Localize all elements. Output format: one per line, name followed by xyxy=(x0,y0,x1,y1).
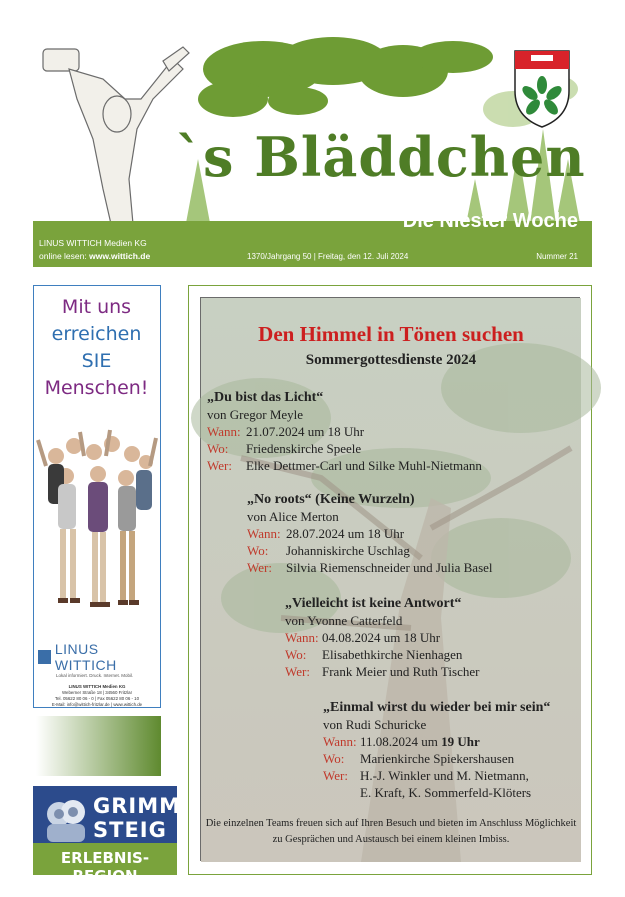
event-4-artist: von Rudi Schuricke xyxy=(323,717,427,732)
when-label: Wann: xyxy=(247,526,281,541)
event-4-when-value: 11.08.2024 um xyxy=(360,734,438,749)
event-4-title: „Einmal wirst du wieder bei mir sein“ xyxy=(323,700,551,715)
event-4-who xyxy=(323,768,529,784)
event-1-artist: von Gregor Meyle xyxy=(207,407,304,422)
event-1-who-value: Elke Dettmer-Carl und Silke Muhl-Nietmann xyxy=(246,458,482,473)
who-label: Wer: xyxy=(207,458,232,473)
poster-footer: Die einzelnen Teams freuen sich auf Ihren Besuch und bieten im Anschluss Möglichkeit zu Gesprächen und Austausch bei einem kleinen Imbiss. xyxy=(205,818,577,845)
where-label: Wo: xyxy=(323,751,345,766)
event-4-where xyxy=(323,751,514,767)
online-label: online lesen: xyxy=(39,251,87,261)
who-label: Wer: xyxy=(247,560,272,575)
event-1-title: „Du bist das Licht“ xyxy=(207,390,324,405)
when-label: Wann: xyxy=(323,734,357,749)
slogan-line-4: Menschen! xyxy=(44,377,149,399)
event-2-when-value: 28.07.2024 um 18 Uhr xyxy=(286,526,405,541)
event-3-artist: von Yvonne Catterfeld xyxy=(285,613,403,628)
event-2-who-value: Silvia Riemenschneider und Julia Basel xyxy=(286,560,493,575)
event-2-artist: von Alice Merton xyxy=(247,509,339,524)
event-3-where-value: Elisabethkirche Nienhagen xyxy=(322,647,463,662)
issue-info: 1370/Jahrgang 50 | Freitag, den 12. Juli 2024 xyxy=(247,252,409,261)
event-2-where xyxy=(247,543,410,559)
ad-phone: Tel. 05622 80 06 - 0 | Fax 05622 80 06 - 10 xyxy=(54,696,140,701)
event-2-who xyxy=(247,560,493,576)
ad-slogan xyxy=(34,294,159,402)
ad-company: LINUS WITTICH Medien KG xyxy=(68,684,126,689)
ad-email: E-Mail: info@wittich-fritzlar.de | www.wittich.de xyxy=(51,702,143,707)
who-label: Wer: xyxy=(323,768,348,783)
wittich-logo-icon xyxy=(38,650,51,664)
event-3-who xyxy=(285,664,479,680)
logo-tagline: Lokal informiert. Druck. Internet. Mobil. xyxy=(56,673,134,678)
grimmsteig-line-2: STEIG xyxy=(93,818,167,842)
coat-of-arms-icon xyxy=(515,51,569,127)
where-label: Wo: xyxy=(247,543,269,558)
issue-number: Nummer 21 xyxy=(536,252,578,261)
where-label: Wo: xyxy=(207,441,229,456)
event-4-where-value: Marienkirche Spiekershausen xyxy=(360,751,515,766)
people-group-image xyxy=(36,426,158,616)
green-gradient-panel xyxy=(36,716,161,776)
grimmsteig-line-1: GRIMM xyxy=(93,794,182,818)
when-label: Wann: xyxy=(285,630,319,645)
event-4-who-continued: E. Kraft, K. Sommerfeld-Klöters xyxy=(360,785,532,800)
grimmsteig-logo[interactable] xyxy=(33,786,182,885)
event-3-where xyxy=(285,647,462,663)
event-3-when-value: 04.08.2024 um 18 Uhr xyxy=(322,630,441,645)
ad-address: Weberner Straße 18 | 34560 Fritzlar xyxy=(61,690,133,695)
slogan-line-1: Mit uns xyxy=(61,296,132,318)
brothers-grimm-portrait-icon xyxy=(41,794,91,842)
who-label: Wer: xyxy=(285,664,310,679)
logo-name: LINUS WITTICH xyxy=(54,641,117,673)
wittich-ad[interactable] xyxy=(33,285,161,708)
event-1-when xyxy=(207,424,364,440)
online-read-line xyxy=(39,251,150,261)
where-label: Wo: xyxy=(285,647,307,662)
when-label: Wann: xyxy=(207,424,241,439)
event-2-where-value: Johanniskirche Uschlag xyxy=(286,543,410,558)
grimmsteig-line-3: ERLEBNIS-REGION xyxy=(60,849,150,885)
event-2-when xyxy=(247,526,404,542)
event-4-when-time: 19 Uhr xyxy=(441,734,480,749)
newspaper-title: `s Bläddchen xyxy=(175,125,586,189)
event-1-who xyxy=(207,458,482,474)
event-poster xyxy=(200,297,580,861)
event-4-who-value: H.-J. Winkler und M. Nietmann, xyxy=(360,768,529,783)
masthead xyxy=(33,39,592,267)
wittich-logo xyxy=(38,641,156,708)
online-url[interactable]: www.wittich.de xyxy=(89,251,151,261)
article-frame xyxy=(188,285,592,875)
slogan-line-2: erreichen xyxy=(51,323,142,345)
event-2-title: „No roots“ (Keine Wurzeln) xyxy=(247,492,415,507)
publisher-name: LINUS WITTICH Medien KG xyxy=(39,238,147,248)
ad-address-block xyxy=(38,684,156,708)
poster-subtitle: Sommergottesdienste 2024 xyxy=(305,352,477,368)
event-4-when xyxy=(323,734,480,750)
newspaper-subtitle: Die Niester Woche xyxy=(402,210,578,232)
poster-title: Den Himmel in Tönen suchen xyxy=(258,322,524,346)
event-1-when-value: 21.07.2024 um 18 Uhr xyxy=(246,424,365,439)
slogan-line-3: SIE xyxy=(81,350,112,372)
event-3-when xyxy=(285,630,440,646)
event-1-where-value: Friedenskirche Speele xyxy=(246,441,362,456)
event-3-who-value: Frank Meier und Ruth Tischer xyxy=(322,664,480,679)
event-1-where xyxy=(207,441,361,457)
event-3-title: „Vielleicht ist keine Antwort“ xyxy=(285,596,462,611)
